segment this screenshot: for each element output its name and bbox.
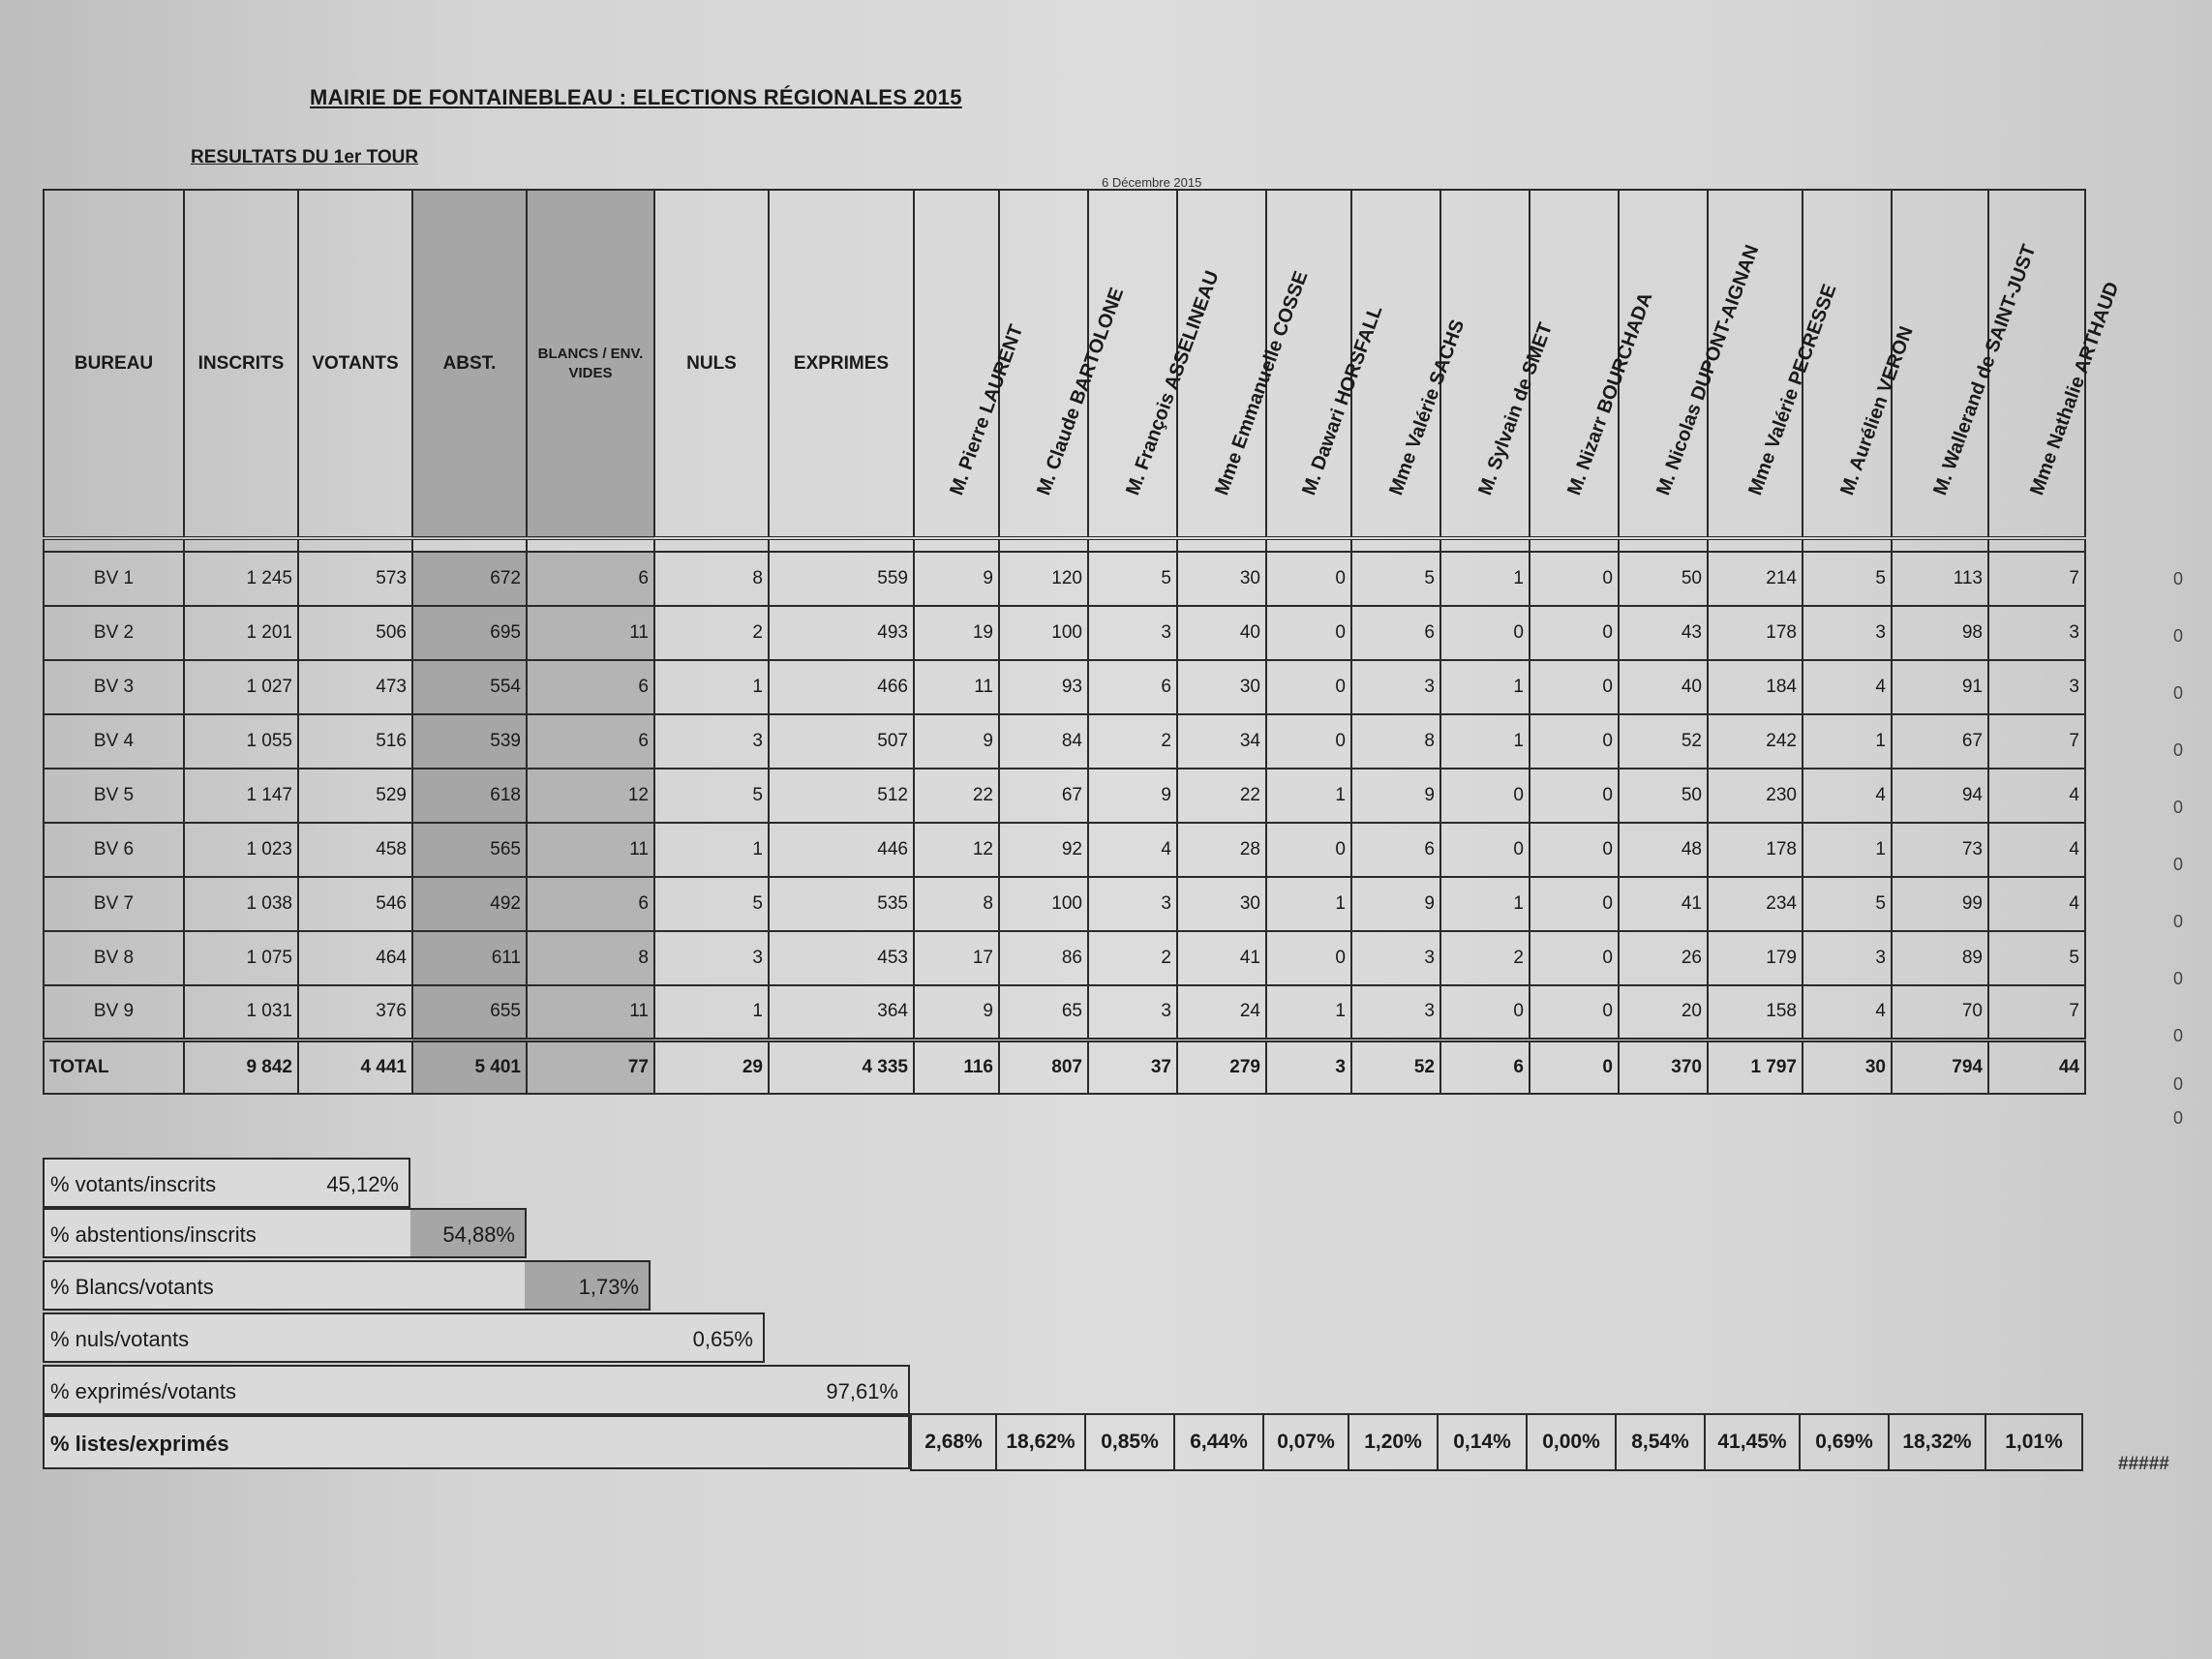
total-cell: 279 bbox=[1177, 1040, 1266, 1094]
table-cell: 20 bbox=[1619, 985, 1708, 1040]
stat-exprimes-votants bbox=[43, 1365, 910, 1415]
table-cell: 0 bbox=[1440, 769, 1530, 823]
table-cell: 364 bbox=[769, 985, 914, 1040]
table-cell: 3 bbox=[1351, 985, 1440, 1040]
bureau-cell: BV 4 bbox=[44, 714, 184, 769]
table-cell: 2 bbox=[654, 606, 769, 660]
table-row bbox=[44, 606, 2085, 660]
stat-abstentions-inscrits bbox=[43, 1208, 527, 1258]
listes-pct-cell: 0,85% bbox=[1085, 1414, 1174, 1470]
table-cell: 0 bbox=[1266, 823, 1351, 877]
header-separator bbox=[44, 538, 2085, 552]
stat-votants-inscrits bbox=[43, 1158, 410, 1208]
total-cell: 370 bbox=[1619, 1040, 1708, 1094]
table-cell: 0 bbox=[1530, 714, 1619, 769]
table-cell: 28 bbox=[1177, 823, 1266, 877]
table-cell: 535 bbox=[769, 877, 914, 931]
table-cell: 158 bbox=[1708, 985, 1803, 1040]
bureau-cell: BV 6 bbox=[44, 823, 184, 877]
table-cell: 9 bbox=[914, 714, 999, 769]
table-cell: 1 bbox=[1440, 877, 1530, 931]
table-row bbox=[44, 877, 2085, 931]
bureau-cell: BV 8 bbox=[44, 931, 184, 985]
table-cell: 8 bbox=[654, 552, 769, 606]
table-cell: 214 bbox=[1708, 552, 1803, 606]
table-cell: 7 bbox=[1988, 714, 2085, 769]
total-cell: 794 bbox=[1892, 1040, 1988, 1094]
listes-pct-cell: 6,44% bbox=[1174, 1414, 1263, 1470]
listes-pct-cell: 0,14% bbox=[1438, 1414, 1527, 1470]
table-cell: 17 bbox=[914, 931, 999, 985]
table-cell: 1 bbox=[1266, 985, 1351, 1040]
total-cell: 3 bbox=[1266, 1040, 1351, 1094]
table-cell: 230 bbox=[1708, 769, 1803, 823]
total-cell: 77 bbox=[527, 1040, 654, 1094]
table-cell: 1 bbox=[1440, 660, 1530, 714]
stat-label: % listes/exprimés bbox=[50, 1432, 229, 1456]
col-candidate: M. Nizarr BOURCHADA bbox=[1530, 190, 1619, 538]
table-cell: 473 bbox=[298, 660, 412, 714]
table-cell: 234 bbox=[1708, 877, 1803, 931]
table-cell: 6 bbox=[527, 714, 654, 769]
col-candidate: Mme Valérie SACHS bbox=[1351, 190, 1440, 538]
table-cell: 40 bbox=[1619, 660, 1708, 714]
listes-pct-cell: 0,00% bbox=[1527, 1414, 1616, 1470]
table-cell: 672 bbox=[412, 552, 527, 606]
table-cell: 1 075 bbox=[184, 931, 298, 985]
table-cell: 113 bbox=[1892, 552, 1988, 606]
table-cell: 4 bbox=[1988, 877, 2085, 931]
table-row bbox=[44, 823, 2085, 877]
table-cell: 0 bbox=[1530, 769, 1619, 823]
results-table bbox=[43, 189, 2124, 1095]
col-candidate: Mme Valérie PECRESSE bbox=[1708, 190, 1803, 538]
bureau-cell: BV 9 bbox=[44, 985, 184, 1040]
table-cell: 3 bbox=[654, 931, 769, 985]
table-cell: 492 bbox=[412, 877, 527, 931]
table-row bbox=[44, 714, 2085, 769]
table-cell: 1 bbox=[1266, 877, 1351, 931]
table-cell: 1 bbox=[654, 660, 769, 714]
table-cell: 30 bbox=[1177, 660, 1266, 714]
total-cell: 0 bbox=[1530, 1040, 1619, 1094]
table-cell: 3 bbox=[654, 714, 769, 769]
table-cell: 0 bbox=[1266, 606, 1351, 660]
table-cell: 529 bbox=[298, 769, 412, 823]
row-extra-value: 0 bbox=[2173, 1026, 2184, 1045]
table-cell: 1 bbox=[1803, 714, 1892, 769]
table-cell: 5 bbox=[1803, 877, 1892, 931]
stat-blancs-votants bbox=[43, 1260, 651, 1311]
table-cell: 26 bbox=[1619, 931, 1708, 985]
table-cell: 1 bbox=[1266, 769, 1351, 823]
table-cell: 1 147 bbox=[184, 769, 298, 823]
table-cell: 1 bbox=[1440, 714, 1530, 769]
stat-label: % votants/inscrits bbox=[50, 1172, 217, 1196]
table-cell: 1 027 bbox=[184, 660, 298, 714]
table-cell: 446 bbox=[769, 823, 914, 877]
table-cell: 1 bbox=[654, 985, 769, 1040]
listes-pct-table bbox=[910, 1413, 2083, 1471]
table-cell: 1 055 bbox=[184, 714, 298, 769]
table-cell: 86 bbox=[999, 931, 1088, 985]
table-cell: 9 bbox=[1351, 877, 1440, 931]
page-subtitle: RESULTATS DU 1er TOUR bbox=[191, 147, 419, 167]
table-cell: 65 bbox=[999, 985, 1088, 1040]
stat-value: 54,88% bbox=[442, 1222, 515, 1247]
row-extra-value: 0 bbox=[2173, 569, 2184, 588]
table-cell: 4 bbox=[1803, 985, 1892, 1040]
table-cell: 5 bbox=[1988, 931, 2085, 985]
table-cell: 3 bbox=[1351, 931, 1440, 985]
total-cell: 1 797 bbox=[1708, 1040, 1803, 1094]
bureau-cell: BV 3 bbox=[44, 660, 184, 714]
listes-pct-cell: 0,07% bbox=[1263, 1414, 1348, 1470]
row-extra-value: 0 bbox=[2173, 740, 2184, 760]
row-extra-value: 0 bbox=[2173, 912, 2184, 931]
table-cell: 1 201 bbox=[184, 606, 298, 660]
listes-pct-cell: 41,45% bbox=[1705, 1414, 1800, 1470]
col-votants: VOTANTS bbox=[298, 190, 412, 538]
table-cell: 6 bbox=[1088, 660, 1177, 714]
table-cell: 100 bbox=[999, 877, 1088, 931]
table-cell: 48 bbox=[1619, 823, 1708, 877]
table-cell: 0 bbox=[1530, 823, 1619, 877]
table-cell: 3 bbox=[1803, 606, 1892, 660]
table-cell: 3 bbox=[1988, 606, 2085, 660]
table-cell: 0 bbox=[1530, 606, 1619, 660]
table-cell: 546 bbox=[298, 877, 412, 931]
row-extra-value: 0 bbox=[2173, 855, 2184, 874]
stat-value: 0,65% bbox=[692, 1327, 753, 1351]
listes-pct-cell: 18,62% bbox=[996, 1414, 1085, 1470]
table-cell: 6 bbox=[527, 660, 654, 714]
table-cell: 67 bbox=[1892, 714, 1988, 769]
table-cell: 0 bbox=[1440, 823, 1530, 877]
table-cell: 464 bbox=[298, 931, 412, 985]
total-label: TOTAL bbox=[44, 1040, 184, 1094]
total-cell: 37 bbox=[1088, 1040, 1177, 1094]
table-cell: 6 bbox=[1351, 606, 1440, 660]
table-cell: 2 bbox=[1088, 714, 1177, 769]
table-cell: 1 245 bbox=[184, 552, 298, 606]
table-cell: 466 bbox=[769, 660, 914, 714]
table-cell: 0 bbox=[1266, 931, 1351, 985]
col-exprimes: EXPRIMES bbox=[769, 190, 914, 538]
stat-label: % abstentions/inscrits bbox=[50, 1222, 257, 1247]
listes-pct-cell: 8,54% bbox=[1616, 1414, 1705, 1470]
table-cell: 3 bbox=[1088, 877, 1177, 931]
table-cell: 41 bbox=[1177, 931, 1266, 985]
table-cell: 2 bbox=[1440, 931, 1530, 985]
table-cell: 0 bbox=[1530, 985, 1619, 1040]
table-cell: 9 bbox=[1088, 769, 1177, 823]
bureau-cell: BV 1 bbox=[44, 552, 184, 606]
table-cell: 0 bbox=[1266, 714, 1351, 769]
table-cell: 506 bbox=[298, 606, 412, 660]
table-cell: 3 bbox=[1088, 985, 1177, 1040]
table-cell: 11 bbox=[527, 823, 654, 877]
table-cell: 52 bbox=[1619, 714, 1708, 769]
table-cell: 453 bbox=[769, 931, 914, 985]
table-cell: 7 bbox=[1988, 985, 2085, 1040]
table-row bbox=[44, 660, 2085, 714]
header-row bbox=[44, 190, 2085, 538]
table-cell: 0 bbox=[1440, 985, 1530, 1040]
stat-label: % exprimés/votants bbox=[50, 1379, 236, 1403]
table-cell: 493 bbox=[769, 606, 914, 660]
total-cell: 44 bbox=[1988, 1040, 2085, 1094]
col-candidate: M. Nicolas DUPONT-AIGNAN bbox=[1619, 190, 1708, 538]
row-extra-value: 0 bbox=[2173, 626, 2184, 646]
table-cell: 19 bbox=[914, 606, 999, 660]
table-cell: 9 bbox=[1351, 769, 1440, 823]
table-cell: 6 bbox=[527, 877, 654, 931]
table-cell: 2 bbox=[1088, 931, 1177, 985]
listes-pct-row bbox=[911, 1414, 2082, 1470]
table-cell: 559 bbox=[769, 552, 914, 606]
table-cell: 41 bbox=[1619, 877, 1708, 931]
table-cell: 1 023 bbox=[184, 823, 298, 877]
table-cell: 43 bbox=[1619, 606, 1708, 660]
col-candidate: M. Wallerand de SAINT-JUST bbox=[1892, 190, 1988, 538]
table-cell: 5 bbox=[1803, 552, 1892, 606]
total-cell: 6 bbox=[1440, 1040, 1530, 1094]
table-cell: 5 bbox=[1351, 552, 1440, 606]
table-cell: 0 bbox=[1530, 877, 1619, 931]
table-cell: 5 bbox=[1088, 552, 1177, 606]
table-cell: 4 bbox=[1988, 769, 2085, 823]
table-cell: 0 bbox=[1530, 660, 1619, 714]
table-cell: 4 bbox=[1088, 823, 1177, 877]
table-cell: 1 bbox=[1440, 552, 1530, 606]
stat-value: 97,61% bbox=[826, 1379, 898, 1403]
table-cell: 30 bbox=[1177, 877, 1266, 931]
table-cell: 539 bbox=[412, 714, 527, 769]
table-cell: 507 bbox=[769, 714, 914, 769]
listes-pct-cell: 18,32% bbox=[1889, 1414, 1985, 1470]
table-cell: 5 bbox=[654, 877, 769, 931]
table-cell: 7 bbox=[1988, 552, 2085, 606]
table-cell: 179 bbox=[1708, 931, 1803, 985]
table-cell: 30 bbox=[1177, 552, 1266, 606]
table-cell: 12 bbox=[914, 823, 999, 877]
col-inscrits: INSCRITS bbox=[184, 190, 298, 538]
table-cell: 4 bbox=[1803, 769, 1892, 823]
table-cell: 93 bbox=[999, 660, 1088, 714]
col-candidate: Mme Emmanuelle COSSE bbox=[1177, 190, 1266, 538]
table-cell: 512 bbox=[769, 769, 914, 823]
total-cell: 9 842 bbox=[184, 1040, 298, 1094]
col-candidate: M. Dawari HORSFALL bbox=[1266, 190, 1351, 538]
table-cell: 184 bbox=[1708, 660, 1803, 714]
table-cell: 22 bbox=[1177, 769, 1266, 823]
table-cell: 376 bbox=[298, 985, 412, 1040]
total-cell: 116 bbox=[914, 1040, 999, 1094]
stat-listes-exprimes bbox=[43, 1415, 910, 1469]
table-cell: 40 bbox=[1177, 606, 1266, 660]
stat-label: % Blancs/votants bbox=[50, 1275, 214, 1299]
table-cell: 1 031 bbox=[184, 985, 298, 1040]
stat-value: 1,73% bbox=[578, 1275, 639, 1299]
table-cell: 91 bbox=[1892, 660, 1988, 714]
row-extra-value: 0 bbox=[2173, 969, 2184, 988]
col-nuls: NULS bbox=[654, 190, 769, 538]
table-cell: 4 bbox=[1803, 660, 1892, 714]
table-cell: 618 bbox=[412, 769, 527, 823]
table-cell: 3 bbox=[1088, 606, 1177, 660]
table-row bbox=[44, 985, 2085, 1040]
table-cell: 84 bbox=[999, 714, 1088, 769]
bureau-cell: BV 7 bbox=[44, 877, 184, 931]
table-cell: 11 bbox=[914, 660, 999, 714]
total-cell: 30 bbox=[1803, 1040, 1892, 1094]
table-cell: 3 bbox=[1351, 660, 1440, 714]
table-cell: 0 bbox=[1440, 606, 1530, 660]
table-row bbox=[44, 769, 2085, 823]
listes-pct-cell: 1,01% bbox=[1985, 1414, 2082, 1470]
page-title: MAIRIE DE FONTAINEBLEAU : ELECTIONS RÉGIONALES 2015 bbox=[310, 85, 962, 109]
table-cell: 554 bbox=[412, 660, 527, 714]
table-cell: 92 bbox=[999, 823, 1088, 877]
table-cell: 34 bbox=[1177, 714, 1266, 769]
col-candidate: M. Aurélien VERON bbox=[1803, 190, 1892, 538]
stat-value: 45,12% bbox=[326, 1172, 399, 1196]
table-cell: 8 bbox=[527, 931, 654, 985]
listes-pct-cell: 1,20% bbox=[1348, 1414, 1438, 1470]
table-cell: 0 bbox=[1530, 552, 1619, 606]
table-cell: 1 038 bbox=[184, 877, 298, 931]
table-cell: 0 bbox=[1530, 931, 1619, 985]
col-candidate: M. Sylvain de SMET bbox=[1440, 190, 1530, 538]
col-candidate: M. Claude BARTOLONE bbox=[999, 190, 1088, 538]
table-cell: 11 bbox=[527, 985, 654, 1040]
table-cell: 3 bbox=[1988, 660, 2085, 714]
stat-nuls-votants bbox=[43, 1312, 765, 1363]
bureau-cell: BV 2 bbox=[44, 606, 184, 660]
total-cell: 4 335 bbox=[769, 1040, 914, 1094]
total-extra-a: 0 bbox=[2173, 1074, 2184, 1094]
table-cell: 9 bbox=[914, 985, 999, 1040]
table-cell: 565 bbox=[412, 823, 527, 877]
total-cell: 29 bbox=[654, 1040, 769, 1094]
bureau-cell: BV 5 bbox=[44, 769, 184, 823]
election-date: 6 Décembre 2015 bbox=[1102, 175, 1202, 190]
table-cell: 11 bbox=[527, 606, 654, 660]
table-cell: 573 bbox=[298, 552, 412, 606]
total-cell: 5 401 bbox=[412, 1040, 527, 1094]
table-cell: 516 bbox=[298, 714, 412, 769]
table-cell: 4 bbox=[1988, 823, 2085, 877]
col-bureau: BUREAU bbox=[44, 190, 184, 538]
table-cell: 50 bbox=[1619, 552, 1708, 606]
table-cell: 8 bbox=[914, 877, 999, 931]
total-row bbox=[44, 1040, 2085, 1094]
total-cell: 807 bbox=[999, 1040, 1088, 1094]
table-cell: 50 bbox=[1619, 769, 1708, 823]
table-cell: 98 bbox=[1892, 606, 1988, 660]
table-cell: 458 bbox=[298, 823, 412, 877]
table-cell: 100 bbox=[999, 606, 1088, 660]
table-cell: 0 bbox=[1266, 552, 1351, 606]
table-cell: 24 bbox=[1177, 985, 1266, 1040]
table-cell: 242 bbox=[1708, 714, 1803, 769]
row-extra-value: 0 bbox=[2173, 798, 2184, 817]
total-cell: 52 bbox=[1351, 1040, 1440, 1094]
table-cell: 6 bbox=[527, 552, 654, 606]
col-candidate: Mme Nathalie ARTHAUD bbox=[1988, 190, 2085, 538]
table-cell: 120 bbox=[999, 552, 1088, 606]
table-cell: 73 bbox=[1892, 823, 1988, 877]
col-blancs: BLANCS / ENV. VIDES bbox=[527, 190, 654, 538]
table-cell: 5 bbox=[654, 769, 769, 823]
stat-label: % nuls/votants bbox=[50, 1327, 190, 1351]
table-cell: 94 bbox=[1892, 769, 1988, 823]
rows-body bbox=[44, 538, 2085, 1040]
table-cell: 178 bbox=[1708, 606, 1803, 660]
table-cell: 655 bbox=[412, 985, 527, 1040]
table-cell: 70 bbox=[1892, 985, 1988, 1040]
col-candidate: M. Pierre LAURENT bbox=[914, 190, 999, 538]
table-cell: 67 bbox=[999, 769, 1088, 823]
table-row bbox=[44, 552, 2085, 606]
listes-pct-cell: 2,68% bbox=[911, 1414, 996, 1470]
overflow-cell: ##### bbox=[2118, 1454, 2169, 1474]
col-candidate: M. François ASSELINEAU bbox=[1088, 190, 1177, 538]
col-abst: ABST. bbox=[412, 190, 527, 538]
table-cell: 1 bbox=[654, 823, 769, 877]
table-cell: 1 bbox=[1803, 823, 1892, 877]
table-cell: 89 bbox=[1892, 931, 1988, 985]
table-cell: 3 bbox=[1803, 931, 1892, 985]
table-cell: 611 bbox=[412, 931, 527, 985]
table-cell: 99 bbox=[1892, 877, 1988, 931]
total-extra-b: 0 bbox=[2173, 1108, 2184, 1128]
table-cell: 0 bbox=[1266, 660, 1351, 714]
table-cell: 8 bbox=[1351, 714, 1440, 769]
total-cell: 4 441 bbox=[298, 1040, 412, 1094]
listes-pct-cell: 0,69% bbox=[1800, 1414, 1889, 1470]
table-cell: 695 bbox=[412, 606, 527, 660]
table-cell: 9 bbox=[914, 552, 999, 606]
table-cell: 22 bbox=[914, 769, 999, 823]
table-cell: 178 bbox=[1708, 823, 1803, 877]
row-extra-value: 0 bbox=[2173, 683, 2184, 703]
table-cell: 12 bbox=[527, 769, 654, 823]
table-cell: 6 bbox=[1351, 823, 1440, 877]
table-row bbox=[44, 931, 2085, 985]
